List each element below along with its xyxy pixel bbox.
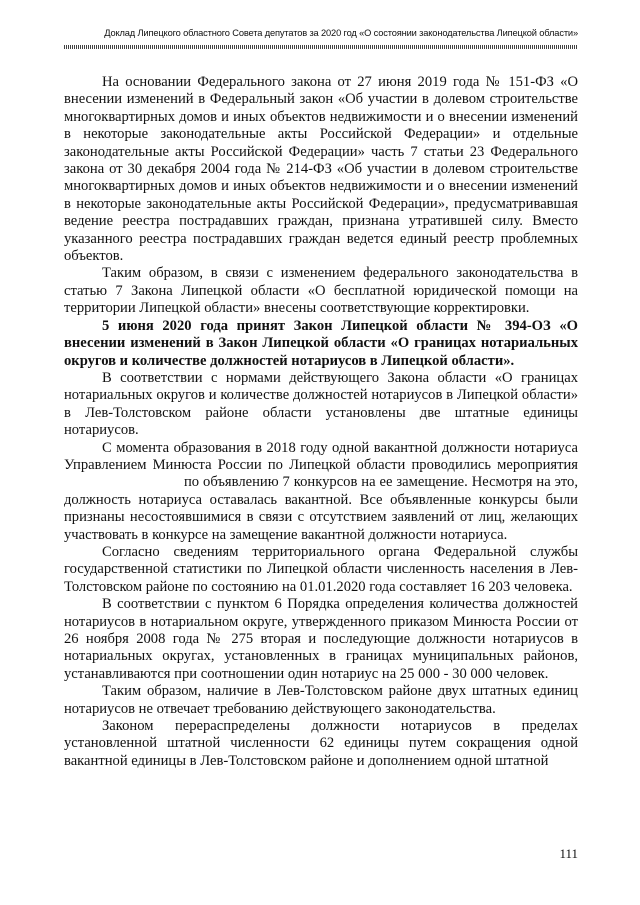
paragraph-8: Таким образом, наличие в Лев-Толстовском районе двух штатных единиц нотариусов не отвечает требованию действующего законодательства. (64, 683, 578, 717)
paragraph-9: Законом перераспределены должности нотариусов в пределах установленной штатной численности 62 единицы путем сокращения одной вакантной единицы в Лев-Толстовском районе и дополнением одной штатной (64, 718, 578, 769)
body-text (64, 74, 578, 770)
header-rule (64, 45, 578, 49)
paragraph-3-law-title: 5 июня 2020 года принят Закон Липецкой области № 394-ОЗ «О внесении изменений в Закон Липецкой области «О границах нотариальных округов и количестве должностей нотариусов в Липецкой области». (64, 317, 578, 369)
running-header: Доклад Липецкого областного Совета депутатов за 2020 год «О состоянии законодательства Липецкой области» (104, 28, 578, 38)
page-number: 111 (559, 846, 578, 861)
paragraph-5-part-2: по объявлению 7 конкурсов на ее замещение. Несмотря на это, должность нотариуса оставалась вакантной. Все объявленные конкурсы были признаны несостоявшимися в связи с отсутствием заявлений от лиц, желающих участвовать в конкурсе на замещение вакантной должности нотариуса. (64, 474, 578, 543)
paragraph-4: В соответствии с нормами действующего Закона области «О границах нотариальных округов и количестве должностей нотариусов в Липецкой области» в Лев-Толстовском районе области установлены две штатные единицы нотариусов. (64, 369, 578, 439)
paragraph-5-part-1: С момента образования в 2018 году одной вакантной должности нотариуса Управлением Минюста России по Липецкой области проводились мероприятия (64, 439, 578, 473)
paragraph-7: В соответствии с пунктом 6 Порядка определения количества должностей нотариусов в нотариальном округе, утвержденного приказом Минюста России от 26 ноября 2008 года № 275 вторая и последующие должности нотариусов в нотариальных округах, установленных в границах муниципальных районов, устанавливаются при соотношении один нотариус на 25 000 - 30 000 человек. (64, 596, 578, 682)
paragraph-2: Таким образом, в связи с изменением федерального законодательства в статью 7 Закона Липецкой области «О бесплатной юридической помощи на территории Липецкой области» внесены соответствующие корректировки. (64, 265, 578, 317)
paragraph-5 (64, 440, 578, 544)
paragraph-6: Согласно сведениям территориального органа Федеральной службы государственной статистики по Липецкой области численность населения в Лев-Толстовском районе по состоянию на 01.01.2020 года составляет 16 203 человека. (64, 543, 578, 595)
paragraph-1: На основании Федерального закона от 27 июня 2019 года № 151-ФЗ «О внесении изменений в Федеральный закон «Об участии в долевом строительстве многоквартирных домов и иных объектов недвижимости и о внесении изменений в некоторые законодательные акты Российской Федерации» и отдельные законодательные акты Российской Федерации» часть 7 статьи 23 Федерального закона от 30 декабря 2004 года № 214-ФЗ «Об участии в долевом строительстве многоквартирных домов и иных объектов недвижимости и о внесении изменений в некоторые законодательные акты Российской Федерации», предусматривавшая ведение реестра пострадавших граждан, признана утратившей силу. Вместо указанного реестра пострадавших граждан ведется единый реестр проблемных объектов. (64, 74, 578, 265)
